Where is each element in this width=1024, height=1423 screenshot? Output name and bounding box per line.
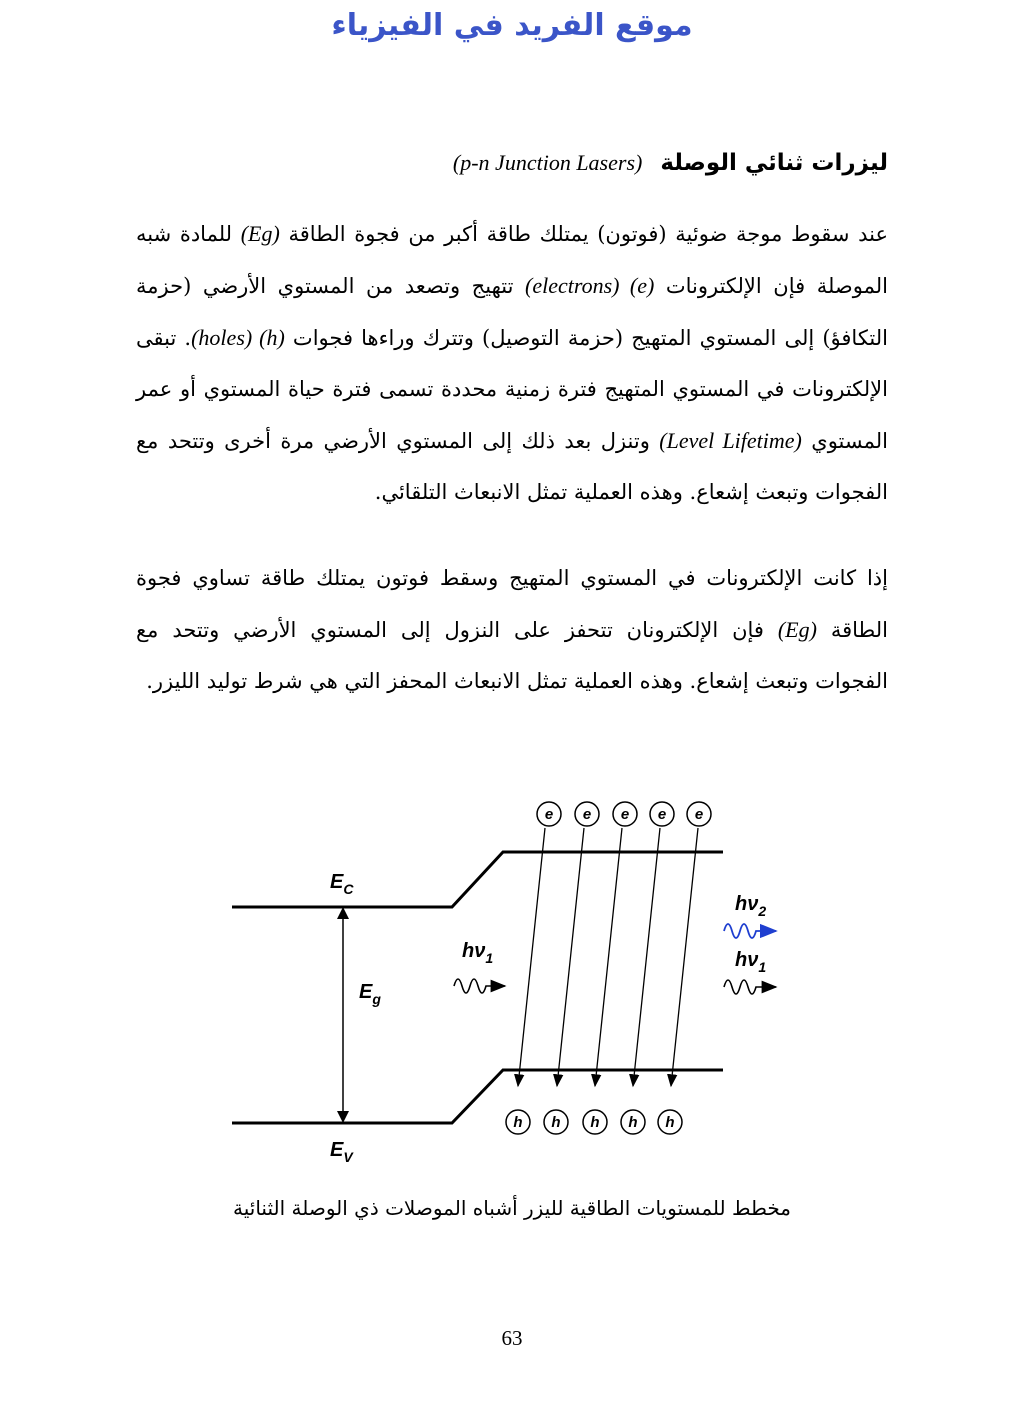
emitted-photon-1-wave (724, 980, 776, 994)
transition-arrow (595, 828, 622, 1086)
transition-arrow (557, 828, 584, 1086)
p2-text-2: فإن الإلكترونان تتحفز على النزول إلى المستوي الأرضي وتتحد مع الفجوات وتبعث إشعاع. وهذه العملية تمثل الانبعاث المحفز التي هي شرط توليد الليزر. (136, 618, 888, 693)
electron-label: e (544, 806, 554, 823)
incident-photon-wave (454, 979, 505, 993)
eg-label: $E_g$ (359, 981, 381, 1007)
incident-photon-label: $h\nu_1$ (462, 940, 494, 966)
p1-eg-term: (Eg) (240, 221, 280, 246)
band-gap-arrow-head-top (337, 907, 349, 919)
p1-holes-term: (holes) (h) (191, 325, 285, 350)
figure-caption: مخطط للمستويات الطاقية لليزر أشباه الموصلات ذي الوصلة الثنائية (233, 1196, 791, 1220)
p1-electrons-term: (electrons) (e) (525, 273, 655, 298)
hole-label: h (665, 1114, 675, 1131)
hole-label: h (628, 1114, 638, 1131)
band-gap-arrow-head-bottom (337, 1111, 349, 1123)
section-title-english: (p-n Junction Lasers) (452, 150, 643, 175)
paragraph-spontaneous-emission (136, 208, 888, 518)
transition-arrow (518, 828, 545, 1086)
electron-label: e (657, 806, 667, 823)
hole-label: h (590, 1114, 600, 1131)
site-header-title: موقع الفريد في الفيزياء (331, 8, 693, 43)
hole-label: h (551, 1114, 561, 1131)
electron-label: e (694, 806, 704, 823)
page-number: 63 (501, 1326, 523, 1350)
p1-text-5: وتنزل بعد ذلك إلى المستوي الأرضي مرة أخرى وتتحد مع الفجوات وتبعث إشعاع. وهذه العملية تمثل الانبعاث التلقائي. (136, 429, 888, 504)
valence-band-line (232, 1070, 723, 1123)
section-title (453, 150, 888, 176)
p1-text-4: . تبقى الإلكترونات في المستوي المتهيج فترة زمنية محددة تسمى فترة حياة المستوي أو عمر المستوي (136, 326, 888, 453)
emitted-photon-2-wave (724, 924, 776, 938)
emitted-photon-2-label: $h\nu_2$ (735, 893, 767, 919)
ec-label: $E_C$ (330, 871, 354, 897)
energy-level-diagram (0, 790, 1024, 1190)
p1-lifetime-term: (Level Lifetime) (659, 428, 802, 453)
paragraph-stimulated-emission (136, 553, 888, 707)
ev-label: $E_V$ (330, 1139, 353, 1165)
p1-text-2: للمادة شبه الموصلة فإن الإلكترونات (136, 222, 888, 298)
section-title-arabic: ليزرات ثنائي الوصلة (660, 150, 888, 176)
electron-label: e (620, 806, 630, 823)
p2-eg-term: (Eg) (777, 617, 817, 642)
hole-label: h (513, 1114, 523, 1131)
p1-text-1: عند سقوط موجة ضوئية (فوتون) يمتلك طاقة أكبر من فجوة الطاقة (279, 222, 888, 246)
electron-row (537, 802, 711, 826)
transition-arrow (671, 828, 698, 1086)
hole-row (506, 1110, 682, 1134)
p1-text-3: تتهيج وتصعد من المستوي الأرضي (حزمة التكافؤ) إلى المستوي المتهيج (حزمة التوصيل) وتترك وراءها فجوات (136, 274, 888, 350)
electron-label: e (582, 806, 592, 823)
emitted-photon-1-label: $h\nu_1$ (735, 949, 767, 975)
transition-arrow (633, 828, 660, 1086)
p2-text-1: إذا كانت الإلكترونات في المستوي المتهيج وسقط فوتون يمتلك طاقة تساوي فجوة الطاقة (136, 566, 888, 642)
conduction-band-line (232, 852, 723, 907)
